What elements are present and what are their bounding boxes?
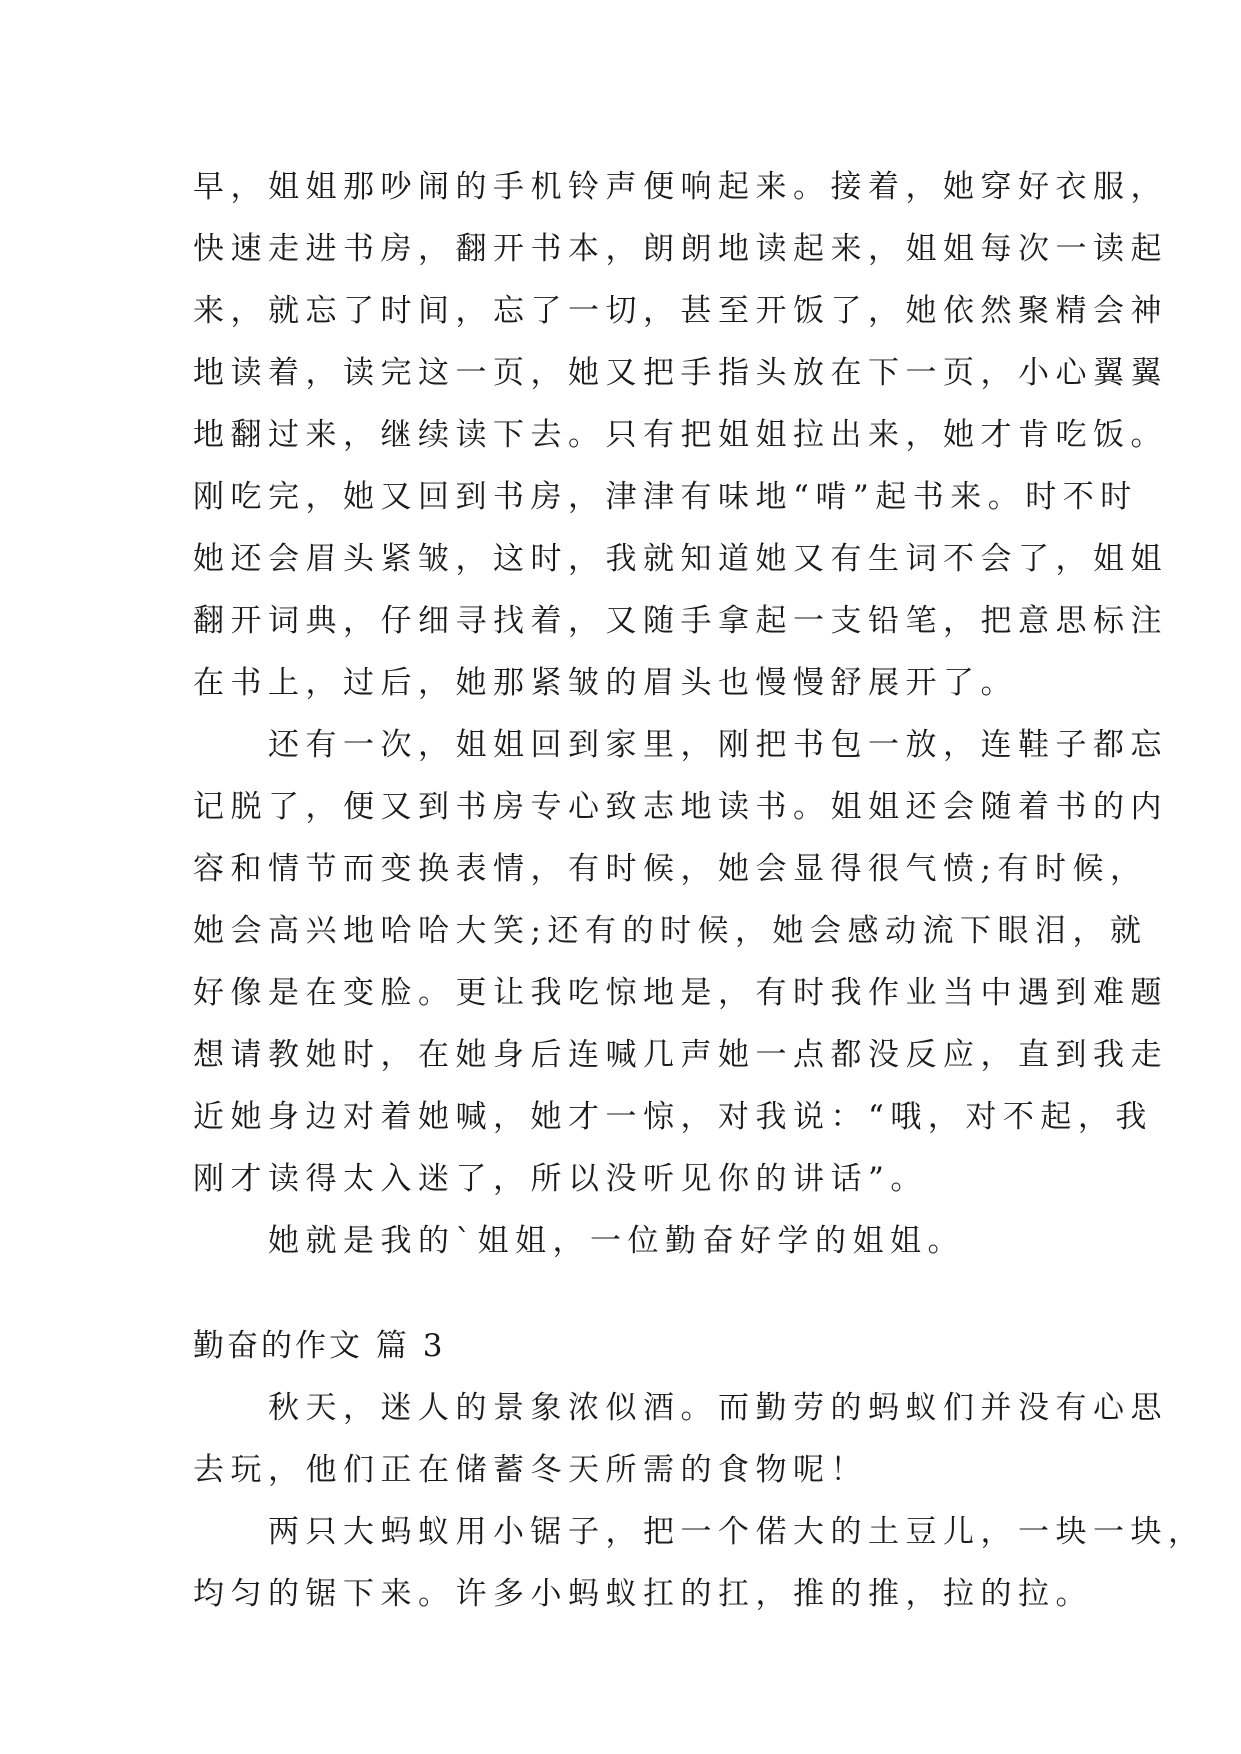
text-line: 早，姐姐那吵闹的手机铃声便响起来。接着，她穿好衣服， xyxy=(193,169,1168,205)
text-line: 她会高兴地哈哈大笑;还有的时候，她会感动流下眼泪，就 xyxy=(193,913,1148,949)
text-line: 地读着，读完这一页，她又把手指头放在下一页，小心翼翼 xyxy=(193,355,1168,391)
text-line: 还有一次，姐姐回到家里，刚把书包一放，连鞋子都忘 xyxy=(193,727,1168,763)
text-line: 她就是我的`姐姐，一位勤奋好学的姐姐。 xyxy=(193,1223,965,1259)
text-line: 均匀的锯下来。许多小蚂蚁扛的扛，推的推，拉的拉。 xyxy=(193,1576,1093,1612)
text-line: 记脱了，便又到书房专心致志地读书。姐姐还会随着书的内 xyxy=(193,789,1168,825)
text-line: 两只大蚂蚁用小锯子，把一个偌大的土豆儿，一块一块， xyxy=(193,1514,1206,1550)
text-line: 翻开词典，仔细寻找着，又随手拿起一支铅笔，把意思标注 xyxy=(193,603,1168,639)
text-line: 地翻过来，继续读下去。只有把姐姐拉出来，她才肯吃饭。 xyxy=(193,417,1168,453)
text-line: 好像是在变脸。更让我吃惊地是，有时我作业当中遇到难题 xyxy=(193,975,1168,1011)
text-line: 在书上，过后，她那紧皱的眉头也慢慢舒展开了。 xyxy=(193,665,1018,701)
text-line: 去玩，他们正在储蓄冬天所需的食物呢！ xyxy=(193,1452,868,1488)
text-line: 近她身边对着她喊，她才一惊，对我说：“哦，对不起，我 xyxy=(193,1099,1153,1135)
text-line: 来，就忘了时间，忘了一切，甚至开饭了，她依然聚精会神 xyxy=(193,293,1168,329)
text-line: 秋天，迷人的景象浓似酒。而勤劳的蚂蚁们并没有心思 xyxy=(193,1390,1168,1426)
section-heading: 勤奋的作文 篇 3 xyxy=(193,1328,446,1364)
text-line: 容和情节而变换表情，有时候，她会显得很气愤;有时候， xyxy=(193,851,1148,887)
text-line: 快速走进书房，翻开书本，朗朗地读起来，姐姐每次一读起 xyxy=(193,231,1168,267)
text-line: 她还会眉头紧皱，这时，我就知道她又有生词不会了，姐姐 xyxy=(193,541,1168,577)
text-line: 刚才读得太入迷了，所以没听见你的讲话”。 xyxy=(193,1161,928,1197)
text-line: 刚吃完，她又回到书房，津津有味地“啃”起书来。时不时 xyxy=(193,479,1138,515)
text-line: 想请教她时，在她身后连喊几声她一点都没反应，直到我走 xyxy=(193,1037,1168,1073)
